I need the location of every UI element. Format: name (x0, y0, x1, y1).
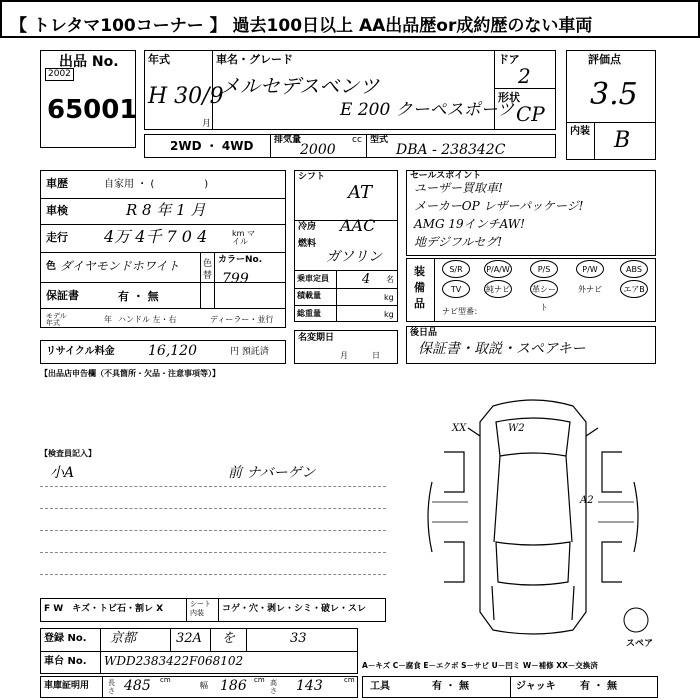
name-change-unit: 月 日 (340, 351, 380, 360)
equip-tv: TV (442, 280, 470, 298)
jack-label: ジャッキ (516, 681, 556, 692)
score-label: 評価点 (588, 53, 621, 66)
doors-value: 2 (518, 64, 531, 88)
lot-year-tag: 2002 (45, 68, 74, 81)
name-change-label: 名変期日 (298, 333, 335, 343)
shift-label: シフト (298, 172, 326, 182)
mileage-label: 走行 (46, 231, 68, 244)
tools-label: 工具 (370, 681, 390, 692)
warranty-value: 有 ・ 無 (118, 290, 159, 303)
color-no-value: 799 (222, 271, 249, 287)
sales-point-4: 地デジフルセグ! (414, 235, 503, 249)
handle-label: ハンドル 左・右 (118, 315, 177, 324)
history-label: 車歴 (46, 177, 68, 190)
exhibitor-note-label: 【出品店申告欄（不具箇所・欠品・注意事項等）】 (40, 369, 220, 378)
dims-len-value: 485 (124, 678, 151, 694)
name-value: メルセデスベンツ (220, 74, 380, 98)
displacement-unit: cc (352, 135, 362, 145)
dealer-label: ディーラー・並行 (210, 315, 274, 324)
later-value: 保証書・取説・スペアキー (418, 341, 586, 357)
equip-sr: S/R (442, 260, 470, 278)
registration-number: 33 (290, 631, 307, 646)
equipment-label: 装備品 (414, 265, 425, 310)
name-label: 車名・グレード (216, 53, 293, 66)
equip-paw: P/A/W (484, 260, 512, 278)
gross-label: 総重量 (297, 309, 321, 318)
equip-abs: ABS (620, 260, 648, 278)
capacity-unit: 名 (386, 275, 394, 284)
equip-airbag: エアB (620, 280, 648, 298)
history-value: 自家用 ・ ( ) (104, 179, 209, 190)
shape-label: 形状 (498, 91, 520, 104)
interior-value: B (614, 128, 631, 153)
interior-label: 内装 (570, 126, 590, 137)
year-label: 年式 (148, 53, 170, 66)
dims-h-label: 高さ (270, 679, 277, 695)
header-banner-text: 【 トレタマ100コーナー 】 過去100日以上 AA出品歴or成約歴のない車両 (10, 16, 593, 36)
registration-area: 京都 (110, 631, 137, 646)
registration-kana: を (222, 631, 236, 646)
fuel-label: 燃料 (298, 239, 317, 249)
model-year-suffix: 年 (104, 315, 112, 324)
inspector-label: 【検査員記入】 (40, 449, 96, 458)
model-label: 型式 (370, 135, 389, 145)
defect-row-label: F W キズ・トビ石・割レ X (44, 604, 164, 614)
dims-label: 車庫証明用 (44, 681, 90, 691)
recycle-value: 16,120 (148, 343, 197, 359)
inspector-note-1: 小A (50, 465, 75, 481)
shift-value: AT (348, 182, 373, 203)
drive-label: 2WD ・ 4WD (170, 139, 254, 153)
history-block (40, 170, 286, 328)
car-diagram (408, 392, 658, 642)
diagram-mark-a2: A2 (580, 495, 594, 506)
sales-point-2: メーカーOP レザーパッケージ! (414, 199, 584, 213)
lot-label: 出品 No. (59, 54, 119, 70)
model-year-label: モデル年式 (46, 312, 67, 327)
lot-number: 65001 (47, 95, 138, 125)
capacity-label: 乗車定員 (297, 274, 329, 283)
year-value: H 30/9 (148, 84, 224, 109)
header-banner (0, 0, 700, 38)
gross-unit: kg (384, 310, 394, 319)
equip-outer-navi: 外ナビ (578, 285, 602, 294)
jack-value: 有 ・ 無 (580, 681, 617, 692)
recycle-label: リサイクル料金 (46, 346, 115, 357)
recycle-unit: 円 預託済 (230, 347, 269, 357)
dims-len-label: 長さ (108, 679, 115, 695)
dims-h-value: 143 (296, 678, 323, 694)
capacity-value: 4 (362, 272, 371, 287)
mileage-value: 4万 4千 7 0 4 (104, 227, 208, 246)
sales-point-3: AMG 19インチAW! (414, 217, 525, 231)
dims-w-value: 186 (220, 678, 247, 694)
defect-legend: A－キズ C－腐食 E－エクボ S－サビ U－凹ミ W－補修 XX－交換済 (362, 661, 598, 670)
model-value: DBA - 238342C (396, 142, 506, 158)
equip-navi: 純ナビ (484, 280, 512, 298)
displacement-value: 2000 (300, 142, 336, 158)
ac-value: AAC (340, 216, 376, 235)
dims-w-unit: cm (254, 676, 265, 684)
load-label: 積載量 (297, 291, 321, 300)
dims-h-unit: cm (344, 676, 355, 684)
chassis-value: WDD2383422F068102 (104, 654, 244, 668)
seat-items: コゲ・穴・剥レ・シミ・破レ・スレ (222, 604, 367, 614)
grade-value: E 200 クーペスポーツ (340, 100, 514, 120)
color-label: 色 (46, 261, 56, 272)
color-no-label: カラーNo. (218, 255, 263, 265)
mileage-unit: km マイル (232, 229, 255, 246)
equip-pw: P/W (576, 260, 604, 278)
inspection-label: 車検 (46, 204, 68, 217)
chassis-label: 車台 No. (44, 656, 87, 667)
dims-len-unit: cm (160, 676, 171, 684)
inspector-note-2: 前 ナバーゲン (228, 465, 316, 481)
color-value: ダイヤモンドホワイト (60, 259, 180, 273)
sales-point-1: ユーザー買取車! (414, 181, 503, 195)
lot-box (40, 50, 136, 148)
later-label: 後日品 (410, 328, 438, 338)
score-value: 3.5 (590, 77, 638, 112)
navi-label: ナビ型番： (442, 307, 482, 316)
tools-value: 有 ・ 無 (432, 681, 469, 692)
diagram-mark-w2: W2 (508, 423, 525, 434)
spare-label: スペア (626, 639, 654, 649)
displacement-label: 排気量 (274, 135, 302, 145)
ac-label: 冷房 (298, 222, 317, 232)
year-month-mark: 月 (202, 119, 212, 129)
seat-label: シート内装 (190, 600, 211, 617)
doors-label: ドア (498, 53, 520, 66)
color-change: 色替 (203, 259, 213, 281)
registration-class: 32A (176, 631, 202, 646)
equip-ps: P/S (530, 260, 558, 278)
diagram-mark-xx: XX (452, 423, 467, 434)
exhibitor-note-area (40, 380, 388, 444)
equip-leather: 革シート (530, 280, 558, 298)
fuel-value: ガソリン (326, 249, 382, 265)
load-unit: kg (384, 293, 394, 302)
registration-label: 登録 No. (44, 633, 87, 644)
sales-label: セールスポイント (410, 171, 482, 181)
dims-w-label: 幅 (200, 681, 208, 690)
inspection-value: R 8 年 1 月 (126, 201, 206, 219)
shape-value: CP (516, 102, 545, 126)
warranty-label: 保証書 (46, 289, 79, 302)
